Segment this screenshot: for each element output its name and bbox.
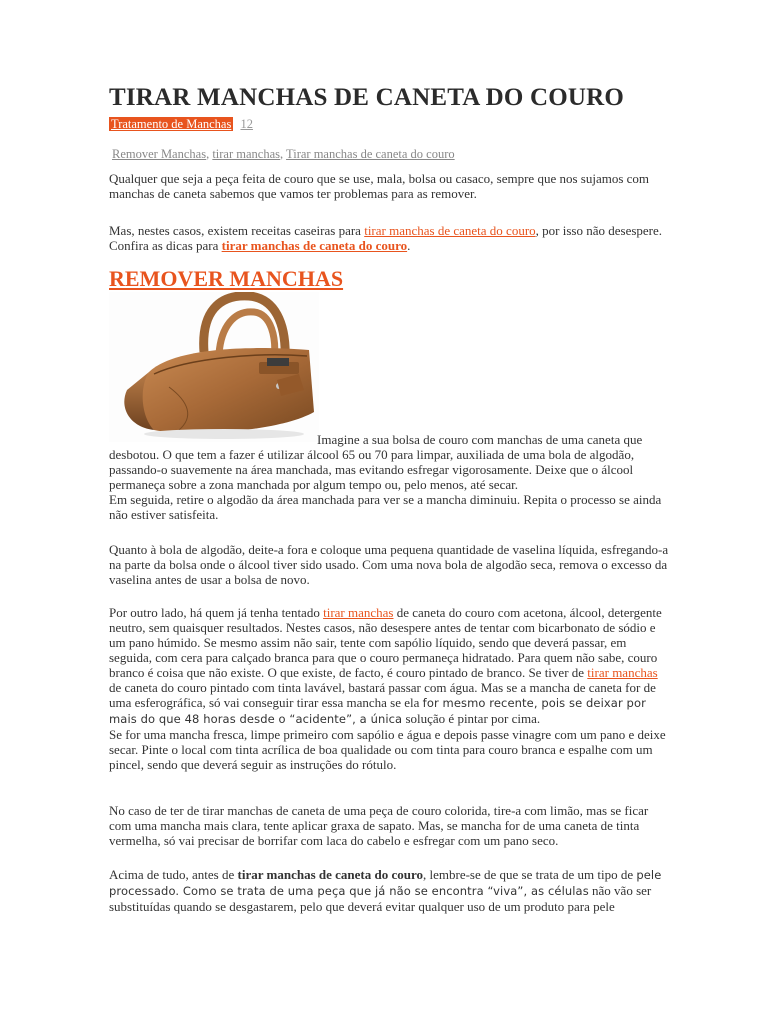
paragraph-text: Qualquer que seja a peça feita de couro que se use, mala, bolsa ou casaco, sempre que nos sujamos com manchas de caneta sabemos que vamos ter problemas para as remover.: [109, 171, 650, 201]
text-run: , lembre-se de que se trata de um tipo de: [423, 867, 637, 882]
text-run: Confira as dicas para: [109, 238, 222, 253]
paragraph-intro: [109, 171, 669, 201]
inline-link-bold[interactable]: tirar manchas de caneta do couro: [221, 238, 408, 253]
paragraph-text: desbotou. O que tem a fazer é utilizar álcool 65 ou 70 para limpar, auxiliada de uma bola de algodão, passando-o suavemente na área manchada, mas evitando esfregar vigorosamente. Deixe que o álcool permaneça sobre a zona manchada por algum tempo ou, pelo menos, até secar.: [109, 447, 635, 492]
paragraph-imagine: [109, 432, 669, 522]
handbag-illustration: [109, 292, 319, 442]
tag-list: [112, 147, 455, 162]
paragraph-recipes: [109, 223, 669, 253]
text-run-mono: pele processado. Como se trata de uma peça que já não se encontra “viva”, as células: [109, 868, 662, 898]
text-run: de caneta do couro pintado com tinta lavável, bastará passar com água. Mas se a mancha de caneta for de uma esferográfica, só vai conseguir tirar essa mancha se ela: [109, 680, 656, 710]
paragraph-text: [109, 223, 669, 238]
paragraph-lead: Imagine a sua bolsa de couro com manchas de uma caneta que: [317, 432, 643, 447]
text-run: não vão ser substituídas quando se desgastarem, pelo que deverá evitar qualquer uso de um produto para pele: [109, 883, 652, 914]
text-run: .: [407, 238, 411, 253]
tag-link-remover-manchas[interactable]: Remover Manchas: [112, 147, 207, 161]
text-run: Mas, nestes casos, existem receitas caseiras para: [109, 223, 365, 238]
tag-separator: ,: [280, 147, 287, 161]
inline-link[interactable]: tirar manchas: [587, 665, 658, 680]
paragraph-text: [109, 605, 669, 727]
paragraph-text: Quanto à bola de algodão, deite-a fora e coloque uma pequena quantidade de vaselina líquida, esfregando-a na parte da bolsa onde o álcool tiver sido usado. Com uma nova bola de algodão seca, remova o excesso da vaselina antes de usar a bolsa de novo.: [109, 542, 669, 587]
paragraph-outro-lado: [109, 605, 669, 772]
paragraph-colorida: [109, 803, 669, 848]
paragraph-vaselina: [109, 542, 669, 587]
text-run: Por outro lado, há quem já tenha tentado: [109, 605, 324, 620]
article-meta: [109, 117, 253, 132]
category-link[interactable]: Tratamento de Manchas: [111, 117, 232, 131]
comments-count-link[interactable]: 12: [240, 117, 253, 131]
text-run: Acima de tudo, antes de: [109, 867, 238, 882]
text-run: , por isso não desespere.: [535, 223, 663, 238]
inline-link[interactable]: tirar manchas de caneta do couro: [364, 223, 536, 238]
handbag-image: [109, 292, 319, 442]
paragraph-text: [109, 867, 669, 914]
paragraph-text: Se for uma mancha fresca, limpe primeiro com sapólio e água e depois passe vinagre com um pano e deixe secar. Pinte o local com tinta acrílica de boa qualidade ou com tinta para couro branca e espalhe com um pincel, sendo que deverá seguir as instruções do rótulo.: [109, 727, 666, 772]
bold-phrase: tirar manchas de caneta do couro: [237, 867, 423, 882]
tag-link-tirar-manchas[interactable]: tirar manchas: [212, 147, 281, 161]
text-run: de caneta do couro com acetona, álcool, detergente neutro, sem quaisquer resultados. Nestes casos, não desespere antes de tentar com bicarbonato de sódio e um pano húmido. Se mesmo assim não sair, tente com sapólio líquido, sendo que deverá passar, em seguida, com cera para calçado branca para que o couro permaneça hidratado. Para quem não sabe, couro branco é coisa que não existe. O que existe, de facto, é couro pintado de branco. Se tiver de: [109, 605, 662, 680]
text-run: solução é pintar por cima.: [402, 711, 541, 726]
paragraph-text: Em seguida, retire o algodão da área manchada para ver se a mancha diminuiu. Repita o processo se ainda não estiver satisfeita.: [109, 492, 662, 522]
inline-link[interactable]: tirar manchas: [323, 605, 394, 620]
paragraph-text: No caso de ter de tirar manchas de caneta de uma peça de couro colorida, tire-a com limão, mas se ficar com uma mancha mais clara, tente aplicar graxa de sapato. Mas, se mancha for de uma caneta de tinta vermelha, só vai precisar de borrifar com laca do cabelo e esfregar com um pano seco.: [109, 803, 649, 848]
section-heading: REMOVER MANCHAS: [109, 266, 344, 291]
tag-link-tirar-manchas-caneta[interactable]: Tirar manchas de caneta do couro: [286, 147, 455, 161]
article-title: TIRAR MANCHAS DE CANETA DO COURO: [109, 84, 624, 111]
text-run-mono: for mesmo recente, pois se deixar por mais do que 48 horas desde o “acidente”, a única: [109, 696, 646, 726]
tag-separator: ,: [206, 147, 213, 161]
paragraph-acima: [109, 867, 669, 914]
paragraph-text: [109, 238, 669, 253]
